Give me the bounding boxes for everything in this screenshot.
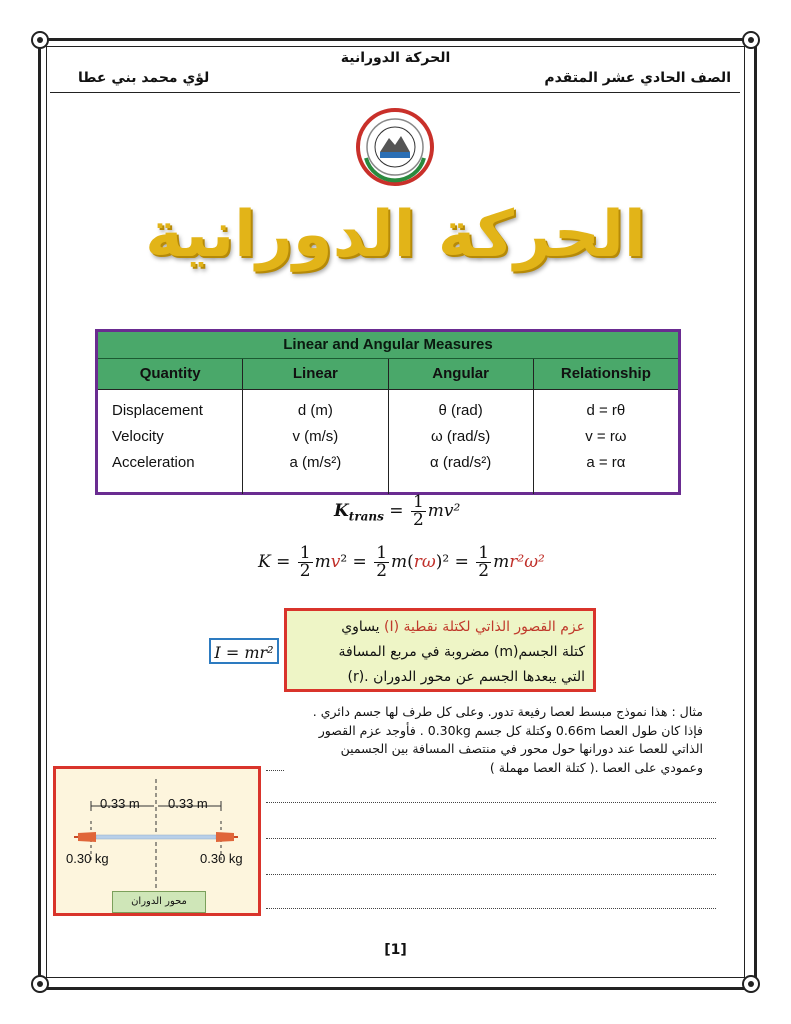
distance-label-right: 0.33 m <box>168 796 208 811</box>
table-cell: d = rθ <box>586 402 626 419</box>
header-grade: الصف الحادي عشر المتقدم <box>544 70 731 86</box>
corner-ornament <box>742 975 760 993</box>
definition-box <box>284 608 596 692</box>
header-teacher: لؤي محمد بني عطا <box>78 70 210 86</box>
answer-line <box>266 838 716 839</box>
example-line: مثال : هذا نموذج مبسط لعصا رفيعة تدور. وعلى كل طرف لها جسم دائري . <box>312 704 703 719</box>
table-cell: ω (rad/s) <box>431 428 491 445</box>
table-cell: a (m/s²) <box>289 454 342 471</box>
corner-ornament <box>31 31 49 49</box>
example-line: فإذا كان طول العصا 0.66m وكتلة كل جسم 0.30kg . فأوجد عزم القصور <box>318 722 703 738</box>
table-header-row <box>98 359 678 390</box>
rotation-axis-label: محور الدوران <box>112 891 206 913</box>
page-number: [1] <box>384 942 407 958</box>
table-header-angular: Angular <box>389 359 534 389</box>
example-line: وعمودي على العصا .( كتلة العصا مهملة ) <box>489 759 703 775</box>
table-column-relationship <box>534 390 678 494</box>
main-title: الحركة الدورانية <box>145 198 646 272</box>
definition-text: التي يبعدها الجسم عن محور الدوران .(r) <box>347 669 585 685</box>
table-title: Linear and Angular Measures <box>98 332 678 359</box>
corner-ornament <box>742 31 760 49</box>
example-text <box>273 703 703 777</box>
table-header-linear: Linear <box>243 359 388 389</box>
answer-line <box>266 770 284 771</box>
table-cell: d (m) <box>297 402 333 419</box>
measures-table <box>95 329 681 495</box>
header-topic: الحركة الدورانية <box>340 50 451 66</box>
table-column-quantity <box>98 390 243 494</box>
table-cell: v (m/s) <box>292 428 339 445</box>
definition-text: كتلة الجسم(m) مضروبة في مربع المسافة <box>338 644 585 660</box>
inertia-formula: I = mr² <box>209 638 279 664</box>
table-body <box>98 390 678 494</box>
answer-line <box>266 802 716 803</box>
table-cell: Acceleration <box>112 454 195 471</box>
table-cell: α (rad/s²) <box>430 454 492 471</box>
table-cell: Velocity <box>112 428 164 445</box>
distance-label-left: 0.33 m <box>100 796 140 811</box>
table-cell: v = rω <box>585 428 627 445</box>
table-header-relationship: Relationship <box>560 365 651 382</box>
formula-translational-ke: $K_{trans}$ = $\frac{1}{2}$ mv² <box>334 492 461 530</box>
header-divider <box>50 92 740 93</box>
rod-figure <box>53 766 261 916</box>
table-cell: Displacement <box>112 402 203 419</box>
corner-ornament <box>31 975 49 993</box>
definition-highlight: عزم القصور الذاتي لكتلة نقطية (I) <box>384 619 585 635</box>
formula-rotational-ke: K = $\frac{1}{2}$ mv² = $\frac{1}{2}$ m(rω)² = $\frac{1}{2}$ mr²ω² <box>258 543 545 581</box>
example-line: الذاتي للعصا عند دورانها حول محور في منتصف المسافة بين الجسمين <box>340 741 703 756</box>
answer-line <box>266 874 716 875</box>
mass-label-right: 0.30 kg <box>200 851 243 866</box>
table-column-linear <box>243 390 388 494</box>
definition-text: يساوي <box>341 619 385 635</box>
table-cell: θ (rad) <box>438 402 483 419</box>
answer-line <box>266 908 716 909</box>
mass-label-left: 0.30 kg <box>66 851 109 866</box>
table-header-quantity: Quantity <box>98 359 243 389</box>
table-cell: a = rα <box>586 454 626 471</box>
table-column-angular <box>389 390 534 494</box>
association-logo <box>356 108 434 186</box>
